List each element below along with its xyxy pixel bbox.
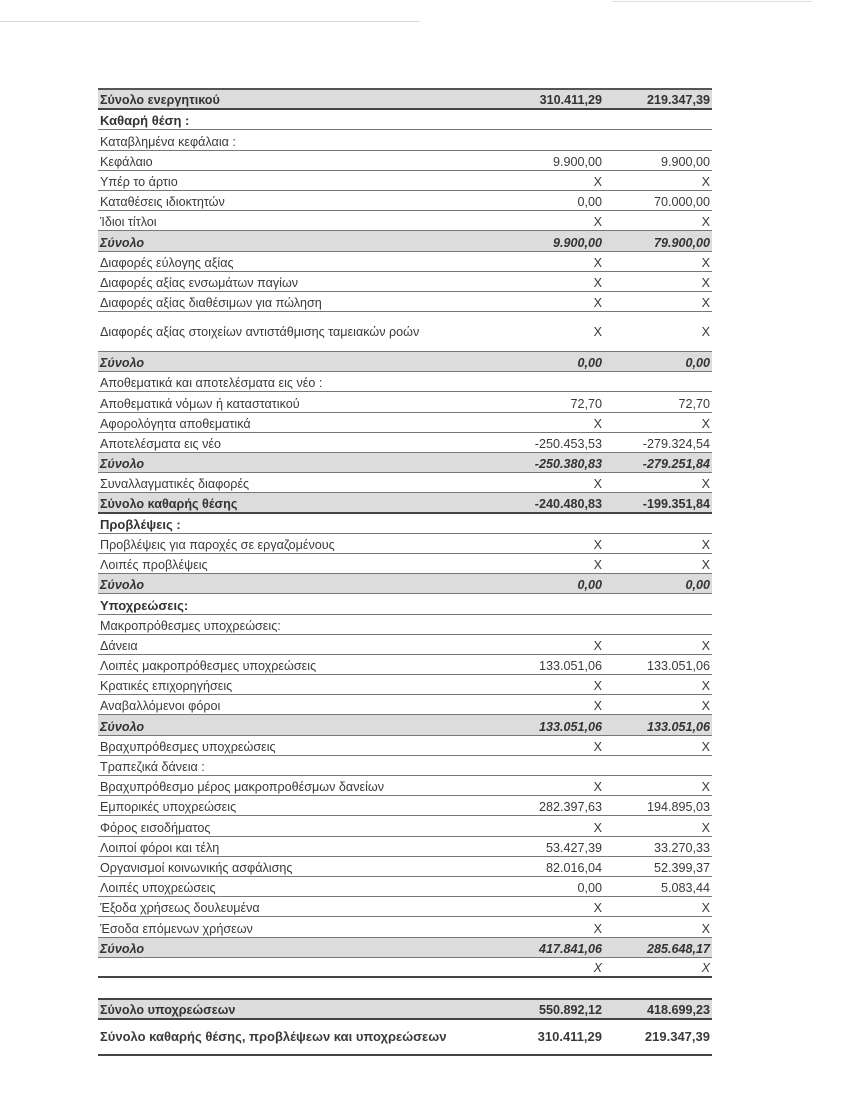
row-label: Βραχυπρόθεσμο μέρος μακροπροθέσμων δανείων — [100, 780, 385, 795]
row-label: Αποτελέσματα εις νέο — [100, 437, 222, 451]
value-current-year: 310.411,29 — [539, 93, 602, 108]
value-current-year: 53.427,39 — [545, 840, 602, 855]
value-prior-year: X — [701, 679, 710, 694]
row-label: Προβλέψεις για παροχές σε εργαζομένους — [100, 537, 335, 552]
row-label: Φόρος εισοδήματος — [100, 820, 211, 835]
value-prior-year: X — [701, 901, 710, 916]
table-row — [98, 857, 712, 877]
row-label: Διαφορές αξίας διαθέσιμων για πώληση — [100, 296, 322, 311]
table-row — [98, 372, 712, 392]
value-current-year: 0,00 — [577, 195, 602, 210]
value-current-year: 0,00 — [577, 356, 602, 371]
table-row — [98, 352, 712, 372]
table-row — [98, 736, 712, 756]
value-prior-year: 194.895,03 — [646, 800, 710, 815]
spacer-row — [98, 978, 712, 1000]
value-prior-year: 52.399,37 — [653, 860, 710, 875]
row-label: Έσοδα επόμενων χρήσεων — [100, 921, 253, 936]
value-current-year: 133.051,06 — [538, 659, 602, 674]
table-row — [98, 292, 712, 312]
table-row — [98, 110, 712, 130]
scan-artifact-line — [612, 1, 812, 2]
row-label: Διαφορές αξίας στοιχείων αντιστάθμισης ταμειακών ροών — [100, 324, 420, 339]
value-current-year: -250.453,53 — [534, 437, 602, 451]
table-row — [98, 90, 712, 110]
value-current-year: 310.411,29 — [537, 1029, 602, 1045]
row-label: Σύνολο καθαρής θέσης — [100, 496, 238, 511]
value-prior-year: 418.699,23 — [646, 1003, 710, 1018]
row-label: Σύνολο — [100, 941, 145, 956]
value-prior-year: 133.051,06 — [646, 719, 710, 734]
table-row — [98, 574, 712, 594]
value-current-year: X — [593, 215, 602, 230]
row-label: Σύνολο ενεργητικού — [100, 93, 220, 108]
grand-total-row — [98, 1020, 712, 1056]
value-current-year: X — [593, 960, 602, 975]
row-label: Τραπεζικά δάνεια : — [100, 760, 205, 774]
value-prior-year: X — [701, 215, 710, 230]
table-row — [98, 312, 712, 352]
row-label: Αποθεματικά νόμων ή καταστατικού — [100, 396, 300, 411]
table-row — [98, 675, 712, 695]
row-label: Λοιποί φόροι και τέλη — [100, 840, 220, 855]
value-prior-year: X — [701, 960, 710, 975]
value-prior-year: X — [701, 255, 710, 270]
value-current-year: 417.841,06 — [538, 941, 602, 956]
value-current-year: 282.397,63 — [538, 800, 602, 815]
value-prior-year: X — [701, 324, 710, 339]
row-label: Μακροπρόθεσμες υποχρεώσεις: — [100, 618, 281, 633]
row-label: Κρατικές επιχορηγήσεις — [100, 679, 233, 694]
value-current-year: X — [593, 679, 602, 694]
row-label: Οργανισμοί κοινωνικής ασφάλισης — [100, 860, 293, 875]
value-prior-year: 33.270,33 — [653, 840, 710, 855]
row-label: Συναλλαγματικές διαφορές — [100, 477, 250, 492]
value-prior-year: 0,00 — [685, 578, 710, 593]
table-row — [98, 594, 712, 614]
value-current-year: 9.900,00 — [552, 235, 602, 250]
table-row — [98, 453, 712, 473]
value-prior-year: 72,70 — [678, 396, 710, 411]
table-row — [98, 493, 712, 513]
value-prior-year: 79.900,00 — [653, 235, 710, 250]
table-row — [98, 897, 712, 917]
table-row — [98, 433, 712, 453]
value-current-year: X — [593, 477, 602, 492]
scan-artifact-line — [0, 21, 420, 22]
table-row — [98, 252, 712, 272]
row-label: Σύνολο υποχρεώσεων — [100, 1003, 236, 1018]
value-prior-year: X — [701, 921, 710, 936]
value-prior-year: 219.347,39 — [646, 93, 710, 108]
table-row — [98, 837, 712, 857]
value-current-year: X — [593, 324, 602, 339]
value-prior-year: 5.083,44 — [660, 881, 710, 896]
value-current-year: X — [593, 780, 602, 795]
value-current-year: 0,00 — [577, 578, 602, 593]
row-label: Λοιπές μακροπρόθεσμες υποχρεώσεις — [100, 659, 317, 674]
row-label: Αναβαλλόμενοι φόροι — [100, 699, 221, 714]
value-current-year: X — [593, 174, 602, 189]
table-row — [98, 938, 712, 958]
value-current-year: X — [593, 558, 602, 573]
row-label: Υποχρεώσεις: — [100, 598, 189, 613]
value-current-year: X — [593, 638, 602, 653]
value-current-year: X — [593, 416, 602, 431]
value-prior-year: -199.351,84 — [642, 496, 710, 511]
row-label: Προβλέψεις : — [100, 517, 181, 532]
value-prior-year: X — [701, 558, 710, 573]
table-row — [98, 514, 712, 534]
table-row — [98, 776, 712, 796]
table-row — [98, 413, 712, 433]
value-current-year: 9.900,00 — [552, 154, 602, 169]
total-liabilities-row — [98, 1000, 712, 1020]
row-label: Έξοδα χρήσεως δουλευμένα — [100, 901, 260, 916]
value-current-year: X — [593, 275, 602, 290]
row-label: Καταβλημένα κεφάλαια : — [100, 134, 236, 149]
row-label: Καταθέσεις ιδιοκτητών — [100, 195, 225, 210]
row-label: Αφορολόγητα αποθεματικά — [100, 416, 251, 431]
value-prior-year: X — [701, 638, 710, 653]
row-label: Διαφορές εύλογης αξίας — [100, 255, 234, 270]
value-prior-year: 219.347,39 — [644, 1029, 710, 1045]
value-prior-year: X — [701, 477, 710, 492]
value-prior-year: X — [701, 820, 710, 835]
row-label: Σύνολο καθαρής θέσης, προβλέψεων και υποχρεώσεων — [100, 1030, 447, 1045]
value-prior-year: X — [701, 275, 710, 290]
table-row — [98, 635, 712, 655]
row-label: Λοιπές προβλέψεις — [100, 558, 208, 573]
value-current-year: 72,70 — [570, 396, 602, 411]
table-row — [98, 231, 712, 251]
row-label: Λοιπές υποχρεώσεις — [100, 881, 216, 896]
value-prior-year: 285.648,17 — [646, 941, 710, 956]
row-label: Διαφορές αξίας ενσωμάτων παγίων — [100, 275, 299, 290]
table-row — [98, 958, 712, 978]
table-row — [98, 191, 712, 211]
value-current-year: -250.380,83 — [534, 457, 602, 472]
value-prior-year: X — [701, 739, 710, 754]
row-label: Εμπορικές υποχρεώσεις — [100, 800, 237, 815]
value-prior-year: 0,00 — [685, 356, 710, 371]
value-current-year: X — [593, 921, 602, 936]
table-row — [98, 715, 712, 735]
row-label: Αποθεματικά και αποτελέσματα εις νέο : — [100, 376, 323, 391]
value-current-year: X — [593, 901, 602, 916]
value-current-year: X — [593, 739, 602, 754]
table-row — [98, 756, 712, 776]
table-row — [98, 211, 712, 231]
value-prior-year: -279.251,84 — [642, 457, 710, 472]
value-current-year: 550.892,12 — [538, 1003, 602, 1018]
row-label: Βραχυπρόθεσμες υποχρεώσεις — [100, 739, 276, 754]
table-row — [98, 473, 712, 493]
value-prior-year: 133.051,06 — [646, 659, 710, 674]
row-label: Σύνολο — [100, 578, 145, 593]
table-row — [98, 877, 712, 897]
table-row — [98, 655, 712, 675]
value-current-year: X — [593, 255, 602, 270]
value-prior-year: 70.000,00 — [653, 195, 710, 210]
value-current-year: 82.016,04 — [545, 860, 602, 875]
value-prior-year: X — [701, 537, 710, 552]
table-row — [98, 171, 712, 191]
table-row — [98, 272, 712, 292]
balance-sheet-rows — [98, 90, 712, 978]
value-prior-year: X — [701, 174, 710, 189]
value-prior-year: 9.900,00 — [660, 154, 710, 169]
row-label: Σύνολο — [100, 719, 145, 734]
value-current-year: X — [593, 537, 602, 552]
row-label: Ίδιοι τίτλοι — [100, 215, 157, 230]
value-current-year: 133.051,06 — [538, 719, 602, 734]
value-prior-year: X — [701, 699, 710, 714]
value-current-year: X — [593, 699, 602, 714]
table-row — [98, 796, 712, 816]
row-label: Σύνολο — [100, 457, 145, 472]
row-label: Υπέρ το άρτιο — [100, 174, 178, 189]
table-row — [98, 130, 712, 150]
row-label: Σύνολο — [100, 356, 145, 371]
table-row — [98, 917, 712, 937]
value-prior-year: -279.324,54 — [642, 437, 710, 451]
row-label: Δάνεια — [100, 638, 138, 653]
value-prior-year: X — [701, 296, 710, 311]
table-row — [98, 615, 712, 635]
value-prior-year: X — [701, 416, 710, 431]
value-current-year: -240.480,83 — [534, 496, 602, 511]
table-row — [98, 534, 712, 554]
value-prior-year: X — [701, 780, 710, 795]
balance-sheet-table — [98, 88, 712, 1056]
table-row — [98, 554, 712, 574]
value-current-year: 0,00 — [577, 881, 602, 896]
table-row — [98, 151, 712, 171]
row-label: Κεφάλαιο — [100, 154, 153, 169]
row-label: Καθαρή θέση : — [100, 114, 190, 129]
value-current-year: X — [593, 820, 602, 835]
row-label: Σύνολο — [100, 235, 145, 250]
table-row — [98, 695, 712, 715]
table-row — [98, 392, 712, 412]
value-current-year: X — [593, 296, 602, 311]
table-row — [98, 816, 712, 836]
